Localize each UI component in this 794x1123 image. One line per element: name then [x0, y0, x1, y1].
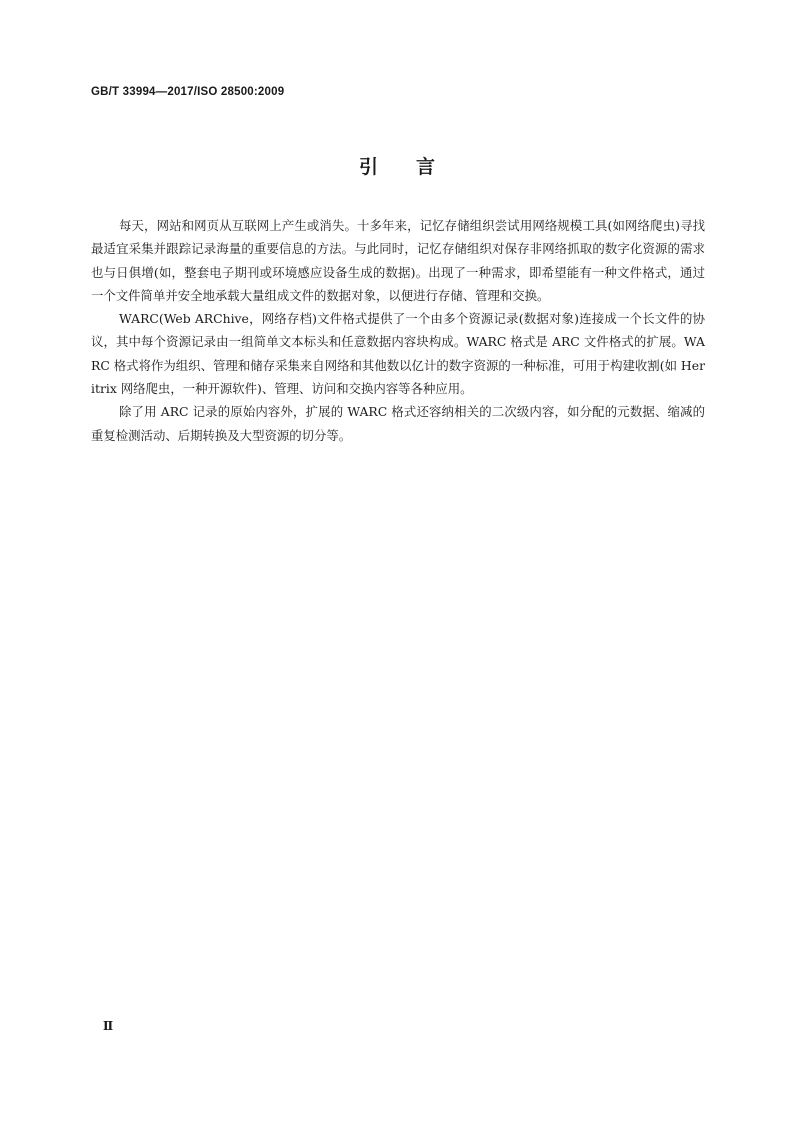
body-text — [91, 214, 705, 447]
paragraph-3: 除了用 ARC 记录的原始内容外，扩展的 WARC 格式还容纳相关的二次级内容，如分配的元数据、缩减的重复检测活动、后期转换及大型资源的切分等。 — [91, 404, 705, 443]
standard-code: GB/T 33994—2017/ISO 28500:2009 — [91, 86, 285, 98]
page-number: Ⅱ — [103, 1019, 114, 1033]
paragraph-2: WARC(Web ARChive，网络存档)文件格式提供了一个由多个资源记录(数据对象)连接成一个长文件的协议，其中每个资源记录由一组简单文本标头和任意数据内容块构成。WARC 格式是 ARC 文件格式的扩展。WARC 格式将作为组织、管理和储存采集来自网络和其他数以亿计的数字资源的一种标准，可用于构建收割(如 Heritrix 网络爬虫，一种开源软件)、管理、访问和交换内容等各种应用。 — [91, 311, 705, 397]
paragraph-1: 每天，网站和网页从互联网上产生或消失。十多年来，记忆存储组织尝试用网络规模工具(如网络爬虫)寻找最适宜采集并跟踪记录海量的重要信息的方法。与此同时，记忆存储组织对保存非网络抓取的数字化资源的需求也与日俱增(如，整套电子期刊或环境感应设备生成的数据)。出现了一种需求，即希望能有一种文件格式，通过一个文件简单并安全地承载大量组成文件的数据对象，以便进行存储、管理和交换。 — [91, 218, 705, 303]
page-title: 引言 — [358, 156, 473, 178]
